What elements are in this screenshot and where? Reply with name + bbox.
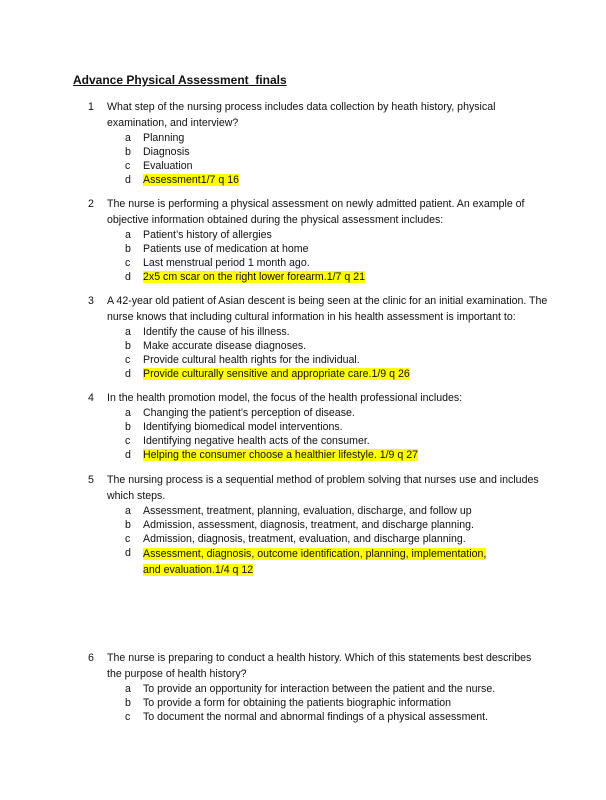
option-d-answer bbox=[88, 173, 548, 187]
option-letter: b bbox=[125, 243, 131, 255]
option-text: Identifying biomedical model interventions. bbox=[143, 421, 343, 433]
document-title: Advance Physical Assessment finals bbox=[73, 73, 287, 87]
question-text: What step of the nursing process includes data collection by heath history, physical examination, and interview? bbox=[107, 101, 496, 129]
option-letter: a bbox=[125, 505, 131, 517]
option-b bbox=[88, 420, 548, 434]
option-a bbox=[88, 504, 548, 518]
option-letter: c bbox=[125, 711, 131, 723]
option-a bbox=[88, 682, 548, 696]
option-text: Patients use of medication at home bbox=[143, 243, 309, 255]
option-text: Provide cultural health rights for the individual. bbox=[143, 354, 360, 366]
question-number: 1 bbox=[88, 101, 94, 113]
option-letter: c bbox=[125, 160, 131, 172]
option-c bbox=[88, 434, 548, 448]
option-text: Last menstrual period 1 month ago. bbox=[143, 257, 310, 269]
option-b bbox=[88, 696, 548, 710]
question-5 bbox=[88, 472, 548, 578]
option-letter: d bbox=[125, 174, 131, 186]
option-letter: a bbox=[125, 229, 131, 241]
option-letter: b bbox=[125, 340, 131, 352]
option-a bbox=[88, 325, 548, 339]
option-letter: d bbox=[125, 368, 131, 380]
option-d-answer bbox=[88, 270, 548, 284]
option-text: Assessment, treatment, planning, evaluation, discharge, and follow up bbox=[143, 505, 472, 517]
option-text: Make accurate disease diagnoses. bbox=[143, 340, 307, 352]
question-6 bbox=[88, 650, 548, 724]
option-letter: b bbox=[125, 146, 131, 158]
option-letter: d bbox=[125, 271, 131, 283]
highlighted-answer: Provide culturally sensitive and appropriate care.1/9 q 26 bbox=[143, 368, 410, 380]
option-text: To provide an opportunity for interaction between the patient and the nurse. bbox=[143, 683, 496, 695]
option-letter: d bbox=[125, 547, 131, 559]
option-text: Identify the cause of his illness. bbox=[143, 326, 290, 338]
option-letter: a bbox=[125, 407, 131, 419]
highlighted-answer: Assessment1/7 q 16 bbox=[143, 174, 239, 186]
option-text: Planning bbox=[143, 132, 185, 144]
option-letter: c bbox=[125, 354, 131, 366]
option-c bbox=[88, 532, 548, 546]
question-number: 5 bbox=[88, 474, 94, 486]
option-d-answer bbox=[88, 448, 548, 462]
option-text: Evaluation bbox=[143, 160, 193, 172]
question-number: 2 bbox=[88, 198, 94, 210]
option-letter: c bbox=[125, 533, 131, 545]
highlighted-answer: Helping the consumer choose a healthier lifestyle. 1/9 q 27 bbox=[143, 449, 419, 461]
option-letter: a bbox=[125, 326, 131, 338]
option-letter: a bbox=[125, 132, 131, 144]
option-d-answer bbox=[88, 367, 548, 381]
option-letter: b bbox=[125, 421, 131, 433]
option-letter: c bbox=[125, 435, 131, 447]
option-letter: a bbox=[125, 683, 131, 695]
question-number: 3 bbox=[88, 295, 94, 307]
option-letter: b bbox=[125, 519, 131, 531]
question-text: The nursing process is a sequential method of problem solving that nurses use and includes which steps. bbox=[107, 474, 539, 502]
question-text: In the health promotion model, the focus of the health professional includes: bbox=[107, 392, 463, 404]
question-text: A 42-year old patient of Asian descent is being seen at the clinic for an initial examination. The nurse knows that including cultural information in his health assessment is important to: bbox=[107, 295, 548, 323]
question-4 bbox=[88, 390, 548, 462]
option-a bbox=[88, 406, 548, 420]
option-text: Patient’s history of allergies bbox=[143, 229, 272, 241]
question-2 bbox=[88, 196, 548, 284]
option-b bbox=[88, 242, 548, 256]
option-text: To provide a form for obtaining the patients biographic information bbox=[143, 697, 451, 709]
option-text: Changing the patient’s perception of disease. bbox=[143, 407, 355, 419]
question-3 bbox=[88, 293, 548, 381]
option-b bbox=[88, 145, 548, 159]
option-text: Admission, assessment, diagnosis, treatment, and discharge planning. bbox=[143, 519, 474, 531]
option-letter: b bbox=[125, 697, 131, 709]
option-text: Admission, diagnosis, treatment, evaluation, and discharge planning. bbox=[143, 533, 466, 545]
question-number: 6 bbox=[88, 652, 94, 664]
option-b bbox=[88, 339, 548, 353]
highlighted-answer: 2x5 cm scar on the right lower forearm.1/7 q 21 bbox=[143, 271, 365, 283]
option-d-answer bbox=[88, 546, 548, 578]
option-a bbox=[88, 228, 548, 242]
question-1 bbox=[88, 99, 548, 187]
option-letter: d bbox=[125, 449, 131, 461]
question-text: The nurse is preparing to conduct a health history. Which of this statements best describes the purpose of health history? bbox=[107, 652, 532, 680]
option-c bbox=[88, 710, 548, 724]
option-b bbox=[88, 518, 548, 532]
option-text: To document the normal and abnormal findings of a physical assessment. bbox=[143, 711, 489, 723]
question-number: 4 bbox=[88, 392, 94, 404]
option-c bbox=[88, 256, 548, 270]
option-a bbox=[88, 131, 548, 145]
question-text: The nurse is performing a physical assessment on newly admitted patient. An example of objective information obtained during the physical assessment includes: bbox=[107, 198, 525, 226]
option-c bbox=[88, 159, 548, 173]
highlighted-answer: Assessment, diagnosis, outcome identification, planning, implementation, and evaluation.1/4 q 12 bbox=[143, 548, 487, 576]
option-c bbox=[88, 353, 548, 367]
option-letter: c bbox=[125, 257, 131, 269]
option-text: Identifying negative health acts of the consumer. bbox=[143, 435, 370, 447]
option-text: Diagnosis bbox=[143, 146, 190, 158]
